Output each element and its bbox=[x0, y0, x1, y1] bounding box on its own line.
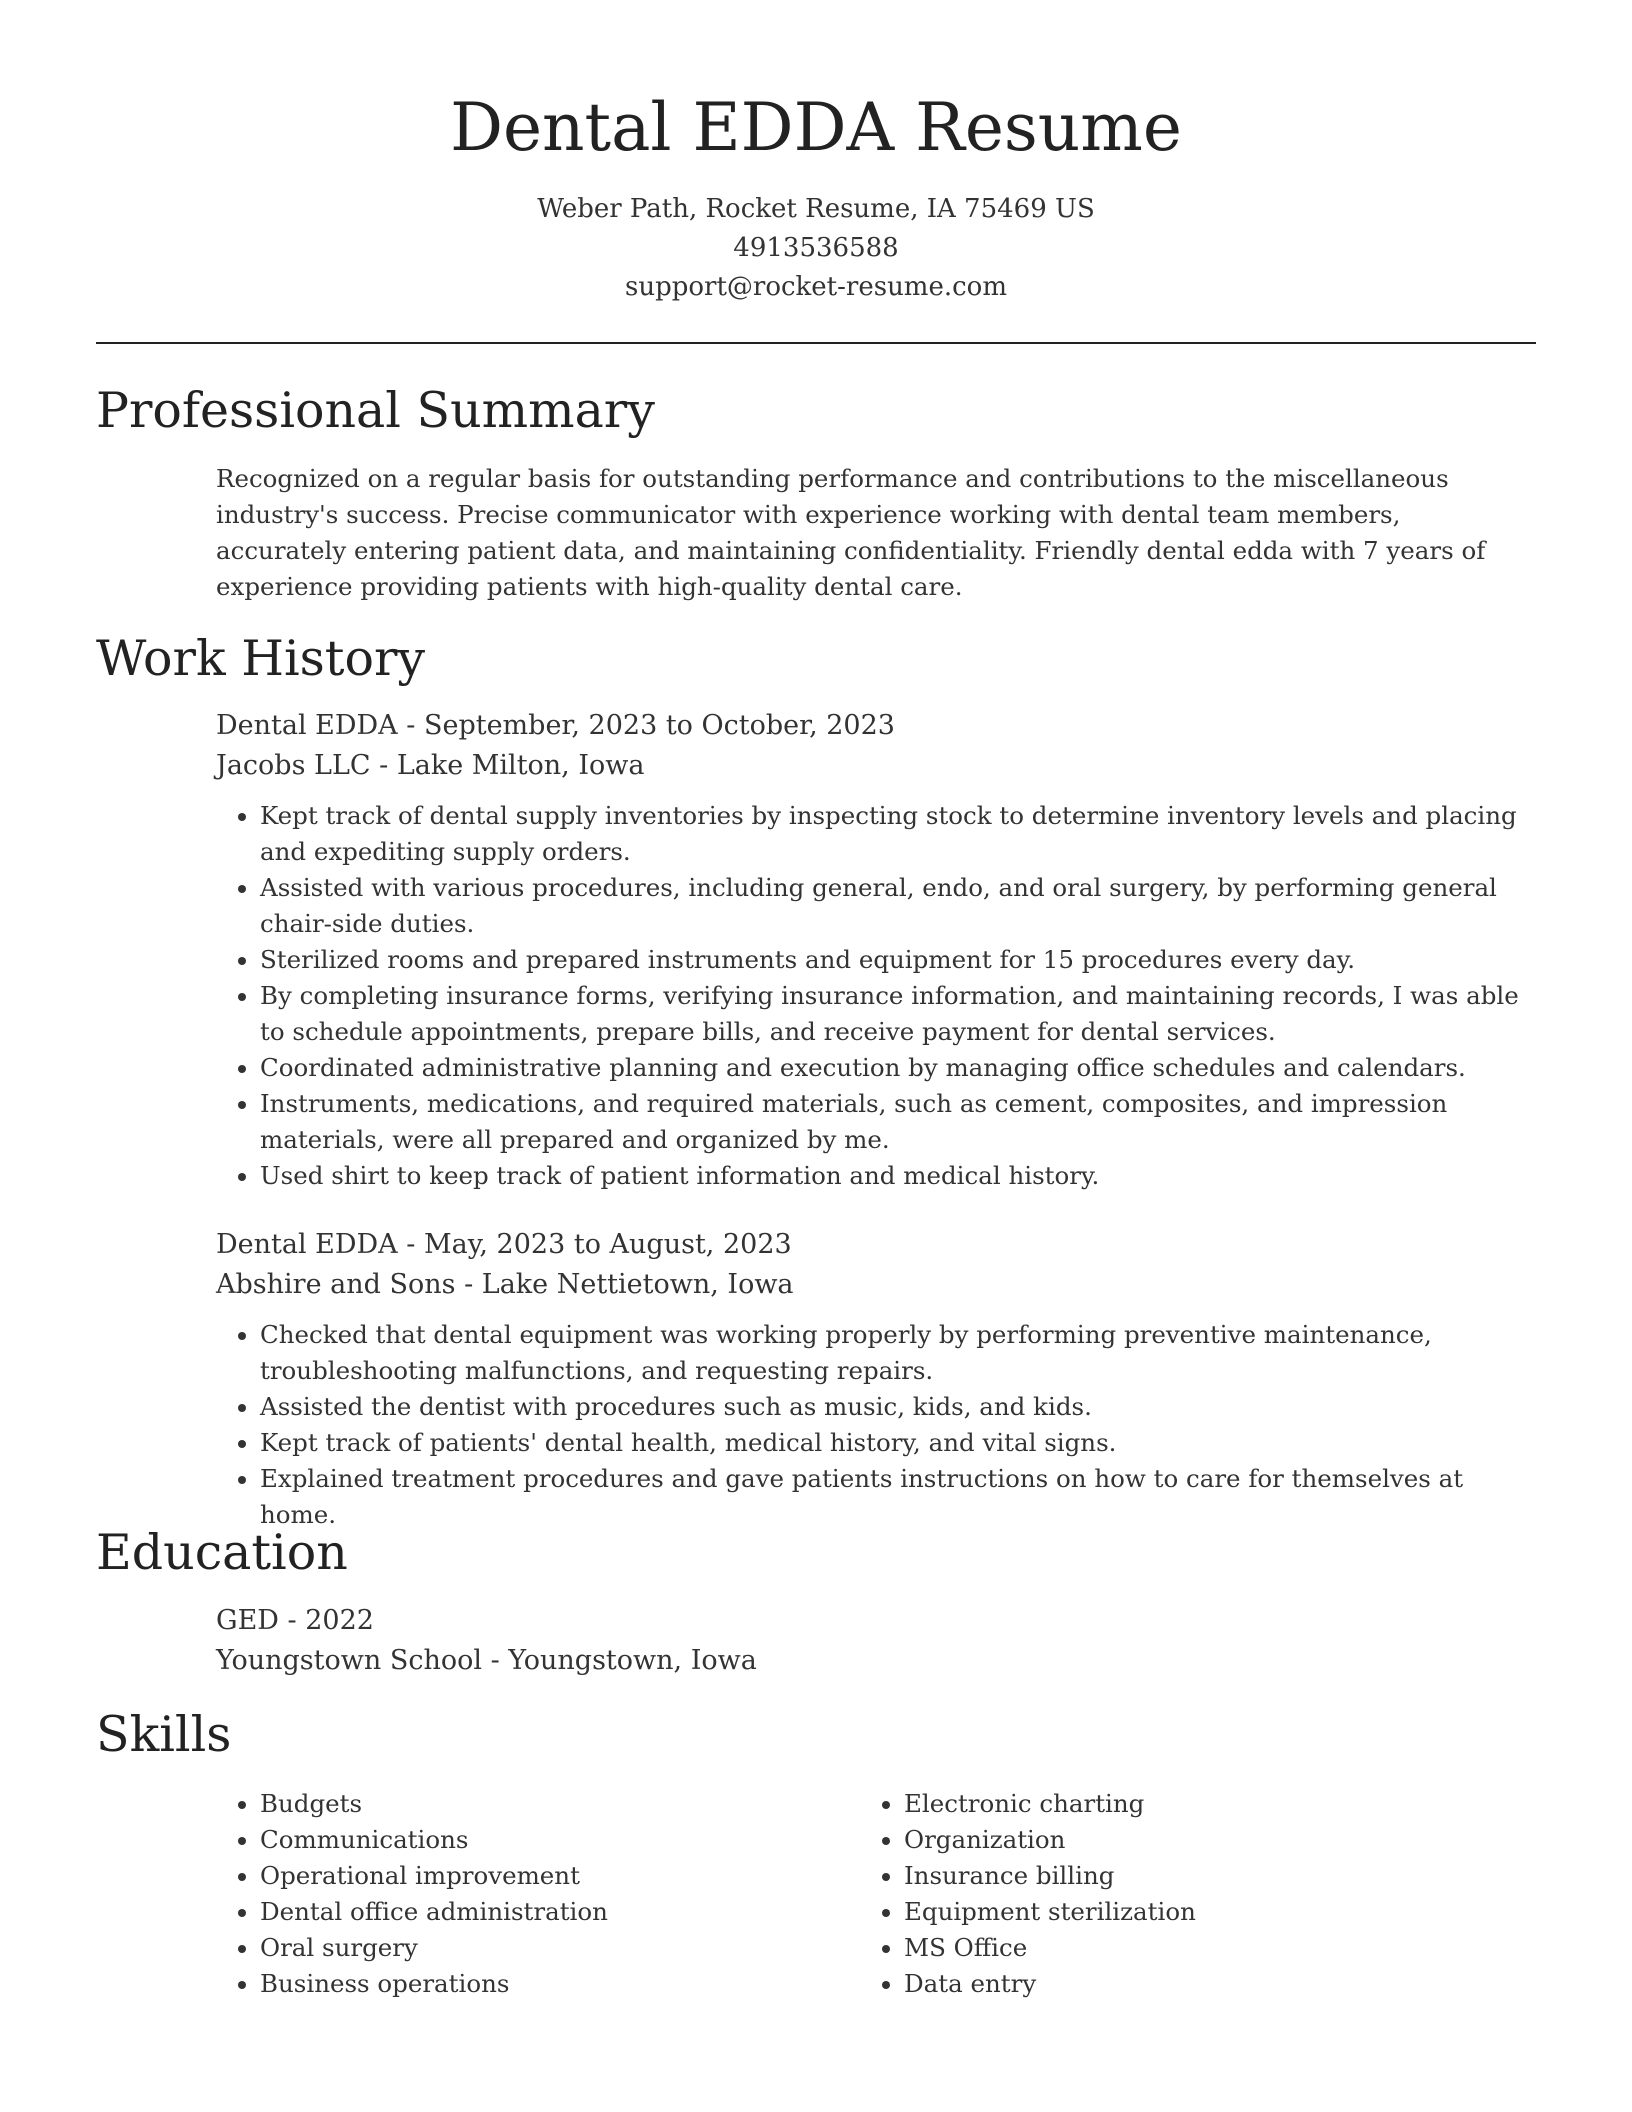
list-item: • Electronic charting bbox=[904, 1786, 1500, 1822]
list-item: • Insurance billing bbox=[904, 1858, 1500, 1894]
list-item: • Kept track of patients' dental health, medical history, and vital signs. bbox=[260, 1425, 1536, 1461]
list-item: • Instruments, medications, and required materials, such as cement, composites, and impression materials, were all prepared and organized by me. bbox=[260, 1086, 1536, 1158]
email-text: support@rocket-resume.com bbox=[624, 272, 1007, 302]
list-item: • Business operations bbox=[260, 1966, 856, 2002]
skills-heading: Skills bbox=[96, 1706, 232, 1763]
school-line: Youngstown School - Youngstown, Iowa bbox=[216, 1645, 757, 1676]
list-item: • Organization bbox=[904, 1822, 1500, 1858]
list-item: • Dental office administration bbox=[260, 1894, 856, 1930]
job-title-line: Dental EDDA - September, 2023 to October, 2023 bbox=[216, 710, 895, 741]
job-company-line: Jacobs LLC - Lake Milton, Iowa bbox=[216, 750, 645, 781]
list-item: • Kept track of dental supply inventories by inspecting stock to determine inventory levels and placing and expediting supply orders. bbox=[260, 798, 1536, 870]
list-item: • Checked that dental equipment was working properly by performing preventive maintenance, troubleshooting malfunctions, and requesting repairs. bbox=[260, 1317, 1536, 1389]
skills-column-left bbox=[216, 1786, 856, 2002]
list-item: • Assisted with various procedures, including general, endo, and oral surgery, by performing general chair-side duties. bbox=[260, 870, 1536, 942]
job-company-line: Abshire and Sons - Lake Nettietown, Iowa bbox=[216, 1269, 794, 1300]
list-item: • Oral surgery bbox=[260, 1930, 856, 1966]
resume-title: Dental EDDA Resume bbox=[450, 89, 1182, 166]
resume-header bbox=[0, 88, 1632, 307]
phone-text: 4913536588 bbox=[733, 233, 899, 263]
list-item: • Data entry bbox=[904, 1966, 1500, 2002]
job-entry bbox=[216, 706, 1536, 1194]
job-entry bbox=[216, 1225, 1536, 1533]
education-entry bbox=[216, 1601, 1536, 1681]
address-text: Weber Path, Rocket Resume, IA 75469 US bbox=[537, 194, 1095, 224]
list-item: • Budgets bbox=[260, 1786, 856, 1822]
summary-text: Recognized on a regular basis for outstanding performance and contributions to the miscellaneous industry's success. Precise communicator with experience working with dental team members, accurately entering patient data, and maintaining confidentiality. Friendly dental edda with 7 years of experience providing patients with high-quality dental care. bbox=[216, 464, 1486, 601]
list-item: • MS Office bbox=[904, 1930, 1500, 1966]
summary-heading: Professional Summary bbox=[96, 382, 655, 439]
list-item: • Explained treatment procedures and gave patients instructions on how to care for themselves at home. bbox=[260, 1461, 1536, 1533]
header-divider bbox=[96, 342, 1536, 344]
work-history-heading: Work History bbox=[96, 630, 426, 687]
contact-info bbox=[0, 190, 1632, 307]
skills-column-right bbox=[860, 1786, 1500, 2002]
education-heading: Education bbox=[96, 1524, 348, 1581]
list-item: • By completing insurance forms, verifying insurance information, and maintaining records, I was able to schedule appointments, prepare bills, and receive payment for dental services. bbox=[260, 978, 1536, 1050]
list-item: • Equipment sterilization bbox=[904, 1894, 1500, 1930]
skills-list bbox=[860, 1786, 1500, 2002]
skills-list bbox=[216, 1786, 856, 2002]
job-duties-list bbox=[216, 1317, 1536, 1533]
list-item: • Communications bbox=[260, 1822, 856, 1858]
summary-section bbox=[216, 461, 1536, 605]
job-duties-list bbox=[216, 798, 1536, 1194]
degree-line: GED - 2022 bbox=[216, 1605, 374, 1636]
list-item: • Operational improvement bbox=[260, 1858, 856, 1894]
job-title-line: Dental EDDA - May, 2023 to August, 2023 bbox=[216, 1229, 792, 1260]
list-item: • Coordinated administrative planning and execution by managing office schedules and calendars. bbox=[260, 1050, 1536, 1086]
list-item: • Assisted the dentist with procedures such as music, kids, and kids. bbox=[260, 1389, 1536, 1425]
list-item: • Used shirt to keep track of patient information and medical history. bbox=[260, 1158, 1536, 1194]
list-item: • Sterilized rooms and prepared instruments and equipment for 15 procedures every day. bbox=[260, 942, 1536, 978]
